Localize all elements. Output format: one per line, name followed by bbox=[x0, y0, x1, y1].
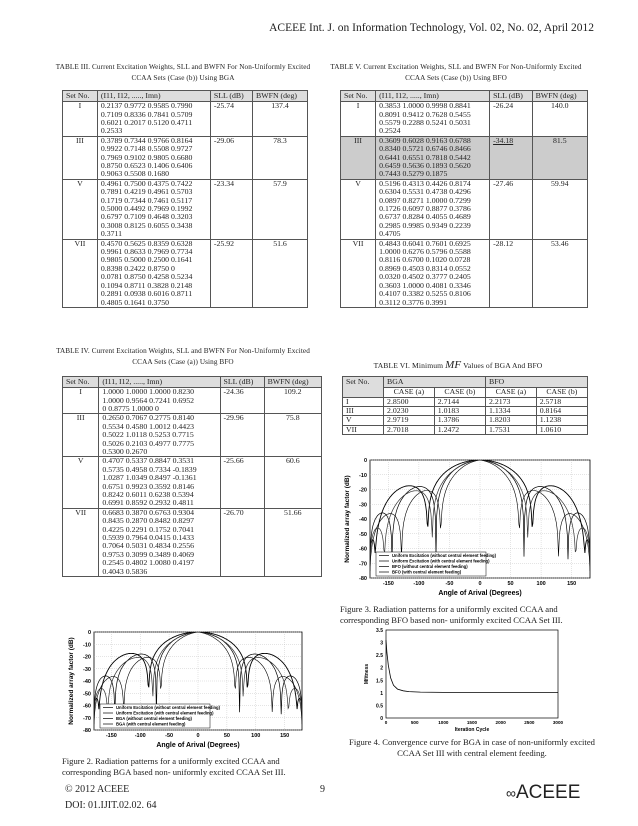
set-no-cell: I bbox=[63, 102, 98, 137]
table6-header-cell: BFO bbox=[486, 377, 588, 388]
legend-entry: Uniform Excitation (without central element feeding) bbox=[392, 553, 496, 558]
bwfn-cell: 109.2 bbox=[264, 388, 321, 414]
table-row bbox=[341, 102, 588, 137]
table-header-cell: BWFN (deg) bbox=[253, 91, 308, 102]
x-axis-label: Iteration Cycle bbox=[454, 727, 490, 733]
mf-value-cell: 1.7531 bbox=[486, 425, 537, 434]
set-no-cell: III bbox=[63, 414, 99, 457]
aceee-logo-text: ACEEE bbox=[515, 782, 581, 803]
plot-area bbox=[386, 630, 558, 718]
weights-line: 0.5026 0.2103 0.4977 0.7775 bbox=[102, 438, 195, 448]
set-no-cell: I bbox=[341, 102, 376, 137]
figure-3-caption: Figure 3. Radiation patterns for a uniformly excited CCAA and corresponding BFO based non- uniformly excited CCAA Set III. bbox=[340, 604, 563, 626]
y-tick-label: 0 bbox=[380, 716, 383, 722]
sll-cell: -28.12 bbox=[490, 239, 533, 307]
y-tick-label: -40 bbox=[83, 679, 91, 685]
x-tick-label: 1000 bbox=[438, 720, 449, 725]
weights-line: 0.4225 0.2291 0.1752 0.7041 bbox=[102, 524, 195, 534]
mf-value-cell: 1.2472 bbox=[434, 425, 485, 434]
bwfn-cell: 81.5 bbox=[532, 136, 587, 179]
y-tick-label: 2 bbox=[380, 665, 383, 672]
x-axis-label: Angle of Arival (Degrees) bbox=[156, 742, 240, 749]
legend-entry: BGA (with central element feeding) bbox=[116, 721, 186, 727]
weights-line: 1.0000 1.0000 1.0000 0.8230 bbox=[102, 387, 195, 397]
weights-line: 0.7443 0.5279 0.1875 bbox=[379, 169, 448, 179]
table-row bbox=[63, 102, 308, 137]
legend-entry: BFO (with central element feeding) bbox=[392, 569, 462, 575]
weights-line: 0.8242 0.6011 0.6238 0.5394 bbox=[102, 490, 194, 500]
y-tick-label: -70 bbox=[83, 715, 91, 722]
weights-line: 1.0287 1.0349 0.8497 -0.1361 bbox=[102, 473, 197, 483]
set-no-cell: III bbox=[343, 406, 384, 415]
mf-value-cell: 1.0610 bbox=[536, 425, 587, 434]
x-tick-label: 0 bbox=[196, 733, 200, 739]
figure-4-chart bbox=[356, 624, 564, 736]
weights-cell bbox=[99, 388, 220, 414]
table5-caption: TABLE V. Current Excitation Weights, SLL and BWFN For Non-Uniformly Excited CCAA Sets (Case (b)) Using BFO bbox=[330, 63, 582, 82]
table-row bbox=[63, 414, 322, 457]
weights-line: 0.5000 0.4492 0.7969 0.1992 bbox=[100, 204, 193, 214]
mf-value-cell: 2.9719 bbox=[384, 416, 435, 425]
bwfn-cell: 53.46 bbox=[532, 239, 587, 307]
table-header-row bbox=[63, 91, 308, 102]
legend-entry: Uniform Excitation (without central element feeding) bbox=[116, 705, 220, 710]
sll-cell: -25.66 bbox=[220, 457, 264, 508]
x-tick-label: 3000 bbox=[552, 720, 564, 725]
table-4 bbox=[62, 376, 322, 577]
weights-line: 0.7064 0.5031 0.4834 0.2556 bbox=[102, 541, 195, 551]
weights-line: 0.6797 0.7109 0.4648 0.3203 bbox=[100, 212, 193, 222]
set-no-cell: III bbox=[63, 136, 98, 179]
x-tick-label: 0 bbox=[478, 581, 482, 587]
table6-subheader-cell: CASE (a) bbox=[384, 388, 435, 397]
weights-line: 0.2137 0.9772 0.9585 0.7990 bbox=[100, 101, 193, 111]
weights-line: 0.6459 0.5636 0.1893 0.5620 bbox=[379, 161, 471, 171]
table6-header-cell: BGA bbox=[384, 377, 486, 388]
table-header-cell: SLL (dB) bbox=[210, 91, 252, 102]
y-tick-label: -50 bbox=[83, 691, 91, 698]
sll-cell: -27.46 bbox=[490, 179, 533, 239]
set-no-cell: VII bbox=[343, 425, 384, 434]
y-tick-label: 3 bbox=[380, 640, 383, 647]
sll-cell: -23.34 bbox=[210, 179, 252, 239]
legend-entry: Uniform Excitation (with central element feeding) bbox=[116, 710, 214, 716]
y-tick-label: -10 bbox=[83, 642, 91, 649]
weights-line: 0.8116 0.6700 0.1020 0.0728 bbox=[379, 255, 471, 265]
y-tick-label: 0.5 bbox=[376, 703, 383, 710]
footer-copyright: © 2012 ACEEE bbox=[65, 784, 130, 795]
weights-line: 0.9961 0.8633 0.7969 0.7734 bbox=[100, 247, 193, 257]
y-tick-label: -80 bbox=[83, 728, 91, 734]
weights-line: 1.0000 0.6276 0.5796 0.5588 bbox=[379, 247, 471, 257]
weights-line: 0.3008 0.8125 0.6055 0.3438 bbox=[100, 220, 193, 230]
journal-header: ACEEE Int. J. on Information Technology, Vol. 02, No. 02, April 2012 bbox=[269, 22, 594, 34]
set-no-cell: V bbox=[63, 179, 98, 239]
set-no-cell: VII bbox=[341, 239, 376, 307]
weights-cell bbox=[99, 457, 220, 508]
table6-caption bbox=[330, 357, 586, 374]
weights-cell bbox=[376, 179, 490, 239]
x-tick-label: -150 bbox=[382, 581, 394, 587]
weights-line: 0.5022 1.0118 0.5253 0.7715 bbox=[102, 430, 194, 440]
bwfn-cell: 60.6 bbox=[264, 457, 321, 508]
mf-value-cell: 2.2173 bbox=[486, 397, 537, 406]
figure-2-caption: Figure 2. Radiation patterns for a uniformly excited CCAA and corresponding BGA based non- uniformly excited CCAA Set III. bbox=[62, 756, 286, 778]
weights-line: 0.6991 0.8592 0.2932 0.4811 bbox=[102, 498, 194, 508]
mf-value-cell: 2.0230 bbox=[384, 406, 435, 415]
table6-subheader-cell: CASE (b) bbox=[536, 388, 587, 397]
table6-subheader-cell: CASE (a) bbox=[486, 388, 537, 397]
weights-line: 0.4805 0.1641 0.3750 bbox=[100, 297, 170, 307]
weights-line: 1.0000 0.9564 0.7241 0.6952 bbox=[102, 395, 195, 405]
weights-line: 0.1094 0.8711 0.3828 0.2148 bbox=[100, 280, 193, 290]
table-header-row bbox=[341, 91, 588, 102]
mf-value-cell: 1.3786 bbox=[434, 416, 485, 425]
aceee-logo bbox=[506, 782, 580, 804]
legend-entry: Uniform Excitation (with central element feeding) bbox=[392, 558, 490, 564]
weights-line: 0.3603 1.0000 0.4081 0.3346 bbox=[379, 280, 471, 290]
weights-line: 0.6737 0.8284 0.4055 0.4689 bbox=[379, 212, 471, 222]
table-5 bbox=[340, 90, 588, 308]
weights-line: 0.8435 0.2870 0.8482 0.8297 bbox=[102, 516, 195, 526]
weights-cell bbox=[376, 102, 490, 137]
y-tick-label: -10 bbox=[359, 472, 367, 479]
weights-line: 0.5735 0.4958 0.7334 -0.1839 bbox=[102, 464, 197, 474]
legend-entry: BFO (without central element feeding) bbox=[392, 564, 468, 569]
weights-line: 0.2533 bbox=[100, 126, 123, 136]
weights-line: 0.9063 0.5508 0.1680 bbox=[100, 169, 170, 179]
weights-line: 0.0897 0.8271 1.0000 0.7299 bbox=[379, 195, 471, 205]
weights-line: 0.8340 0.5721 0.6746 0.8466 bbox=[379, 144, 471, 154]
weights-line: 0.0781 0.8750 0.4258 0.5234 bbox=[100, 272, 193, 282]
set-no-cell: I bbox=[343, 397, 384, 406]
set-no-cell: I bbox=[63, 388, 99, 414]
weights-line: 0.2545 0.4802 1.0080 0.4197 bbox=[102, 558, 195, 568]
x-tick-label: -100 bbox=[413, 581, 425, 587]
weights-line: 0.2524 bbox=[379, 126, 401, 136]
weights-line: 0.6751 0.9923 0.3592 0.8146 bbox=[102, 481, 195, 491]
table-header-cell: BWFN (deg) bbox=[264, 377, 321, 388]
table-3 bbox=[62, 90, 308, 308]
table6-row bbox=[343, 416, 588, 425]
set-no-cell: VII bbox=[63, 508, 99, 576]
x-tick-label: 2000 bbox=[495, 720, 506, 725]
weights-line: 0.8398 0.2422 0.8750 0 bbox=[100, 263, 175, 273]
x-tick-label: -150 bbox=[105, 733, 117, 739]
y-tick-label: 0 bbox=[363, 458, 367, 464]
x-tick-label: 100 bbox=[536, 581, 546, 587]
set-no-cell: V bbox=[343, 416, 384, 425]
bwfn-cell: 75.8 bbox=[264, 414, 321, 457]
weights-line: 0.0320 0.4502 0.3777 0.2405 bbox=[379, 272, 471, 282]
table6-caption-mf: MF bbox=[445, 359, 462, 371]
weights-line: 0.3711 bbox=[100, 229, 122, 239]
weights-line: 0.5196 0.4313 0.4426 0.8174 bbox=[379, 178, 471, 188]
table-header-cell: (I11, I12, ....., Imn) bbox=[376, 91, 490, 102]
weights-line: 0 0.8775 1.0000 0 bbox=[102, 403, 159, 413]
y-tick-label: -70 bbox=[359, 561, 367, 568]
table-row bbox=[341, 179, 588, 239]
table6-header-cell: Set No. bbox=[343, 377, 384, 398]
sll-cell: -25.74 bbox=[210, 102, 252, 137]
x-tick-label: 1500 bbox=[466, 720, 478, 725]
table6-caption-post: Values of BGA And BFO bbox=[463, 361, 543, 370]
y-tick-label: 1 bbox=[380, 690, 383, 697]
weights-line: 0.1726 0.6097 0.8877 0.3786 bbox=[379, 204, 471, 214]
weights-line: 0.6304 0.5531 0.4738 0.4296 bbox=[379, 187, 471, 197]
table-row bbox=[63, 136, 308, 179]
weights-cell bbox=[97, 239, 210, 307]
x-tick-label: 150 bbox=[567, 581, 577, 587]
y-tick-label: -60 bbox=[83, 703, 91, 710]
mf-value-cell: 0.8164 bbox=[536, 406, 587, 415]
x-axis-label: Angle of Arival (Degrees) bbox=[438, 590, 522, 597]
weights-line: 0.9753 0.3099 0.3489 0.4069 bbox=[102, 549, 195, 559]
weights-line: 0.4043 0.5836 bbox=[102, 566, 148, 576]
table-header-cell: SLL (dB) bbox=[220, 377, 264, 388]
weights-line: 0.8969 0.4503 0.8314 0.0552 bbox=[379, 263, 471, 273]
bwfn-cell: 51.6 bbox=[253, 239, 308, 307]
bwfn-cell: 59.94 bbox=[532, 179, 587, 239]
mf-value-cell: 1.0183 bbox=[434, 406, 485, 415]
mf-value-cell: 2.5718 bbox=[536, 397, 587, 406]
sll-cell: -29.06 bbox=[210, 136, 252, 179]
y-tick-label: 0 bbox=[87, 630, 91, 636]
sll-cell: -26.24 bbox=[490, 102, 533, 137]
table-header-cell: (I11, I12, ....., Imn) bbox=[97, 91, 210, 102]
weights-cell bbox=[376, 239, 490, 307]
set-no-cell: VII bbox=[63, 239, 98, 307]
bwfn-cell: 57.9 bbox=[253, 179, 308, 239]
y-tick-label: 1.5 bbox=[376, 678, 383, 685]
mf-value-cell: 2.8500 bbox=[384, 397, 435, 406]
mf-value-cell: 1.8203 bbox=[486, 416, 537, 425]
bwfn-cell: 137.4 bbox=[253, 102, 308, 137]
x-tick-label: 2500 bbox=[524, 720, 535, 725]
weights-line: 0.2650 0.7067 0.2775 0.8140 bbox=[102, 413, 195, 423]
y-tick-label: -20 bbox=[83, 654, 91, 661]
weights-line: 0.3112 0.3776 0.3991 bbox=[379, 297, 448, 307]
weights-line: 0.8750 0.6523 0.1406 0.6406 bbox=[100, 161, 193, 171]
weights-line: 0.6441 0.6551 0.7818 0.5442 bbox=[379, 152, 471, 162]
table-row bbox=[63, 388, 322, 414]
x-tick-label: 500 bbox=[410, 720, 419, 725]
table6-row bbox=[343, 425, 588, 434]
x-tick-label: 150 bbox=[280, 733, 290, 739]
table-row bbox=[63, 179, 308, 239]
weights-line: 0.5300 0.2670 bbox=[102, 447, 148, 457]
table3-caption: TABLE III. Current Excitation Weights, SLL and BWFN For Non-Uniformly Excited CCAA Sets (Case (b)) Using BGA bbox=[55, 63, 311, 82]
weights-line: 0.7109 0.8336 0.7841 0.5709 bbox=[100, 109, 193, 119]
sll-cell: -29.96 bbox=[220, 414, 264, 457]
y-tick-label: -80 bbox=[359, 576, 367, 582]
footer-doi: DOI: 01.IJIT.02.02. 64 bbox=[65, 800, 157, 811]
set-no-cell: V bbox=[341, 179, 376, 239]
table-header-cell: BWFN (deg) bbox=[532, 91, 587, 102]
y-tick-label: -50 bbox=[359, 531, 367, 538]
table-header-cell: Set No. bbox=[63, 377, 99, 388]
y-tick-label: -20 bbox=[359, 487, 367, 494]
weights-cell bbox=[99, 508, 220, 576]
weights-line: 0.4107 0.3382 0.5255 0.8106 bbox=[379, 289, 471, 299]
table4-caption: TABLE IV. Current Excitation Weights, SLL and BWFN For Non-Uniformly Excited CCAA Sets (Case (a)) Using BFO bbox=[56, 347, 310, 366]
table-row bbox=[63, 457, 322, 508]
mf-value-cell: 1.1334 bbox=[486, 406, 537, 415]
weights-line: 0.5579 0.2288 0.5241 0.5031 bbox=[379, 117, 471, 127]
table-row bbox=[341, 239, 588, 307]
weights-line: 0.4705 bbox=[379, 229, 401, 239]
table-header-cell: (I11, I12, ....., Imn) bbox=[99, 377, 220, 388]
figure-2-chart bbox=[64, 624, 308, 752]
bwfn-cell: 78.3 bbox=[253, 136, 308, 179]
x-tick-label: 0 bbox=[384, 720, 388, 725]
mf-value-cell: 2.7144 bbox=[434, 397, 485, 406]
bwfn-cell: 140.0 bbox=[532, 102, 587, 137]
weights-line: 0.9922 0.7148 0.5508 0.9727 bbox=[100, 144, 193, 154]
table6-header-row bbox=[343, 377, 588, 388]
table-row bbox=[341, 136, 588, 179]
weights-line: 0.4843 0.6041 0.7601 0.6925 bbox=[379, 238, 471, 248]
table-6 bbox=[342, 376, 588, 435]
y-tick-label: -60 bbox=[359, 546, 367, 553]
y-axis-label: Normalized array factor (dB) bbox=[344, 475, 351, 563]
table-header-cell: Set No. bbox=[63, 91, 98, 102]
weights-line: 0.5939 0.7964 0.0415 0.1433 bbox=[102, 533, 195, 543]
weights-cell bbox=[99, 414, 220, 457]
mf-value-cell: 2.7018 bbox=[384, 425, 435, 434]
figure-4-caption: Figure 4. Convergence curve for BGA in case of non-uniformly excited CCAA Set III with central element feeding. bbox=[349, 737, 595, 759]
x-tick-label: -100 bbox=[134, 733, 146, 739]
weights-line: 0.8091 0.9412 0.7628 0.5455 bbox=[379, 109, 471, 119]
y-tick-label: 2.5 bbox=[376, 653, 383, 660]
sll-cell: -34.18 bbox=[490, 136, 533, 179]
y-tick-label: -30 bbox=[359, 502, 367, 509]
weights-line: 0.5534 0.4580 1.0012 0.4423 bbox=[102, 421, 195, 431]
x-tick-label: 50 bbox=[507, 581, 514, 587]
x-tick-label: 50 bbox=[223, 733, 230, 739]
x-tick-label: 100 bbox=[251, 733, 261, 739]
weights-line: 0.2891 0.0938 0.6016 0.8711 bbox=[100, 289, 193, 299]
table6-subheader-cell: CASE (b) bbox=[434, 388, 485, 397]
table6-caption-pre: TABLE VI. Minimum bbox=[373, 361, 444, 370]
weights-line: 0.4707 0.5337 0.8847 0.3531 bbox=[102, 456, 195, 466]
weights-line: 0.4961 0.7500 0.4375 0.7422 bbox=[100, 178, 193, 188]
sll-cell: -24.36 bbox=[220, 388, 264, 414]
weights-line: 0.6021 0.2017 0.5120 0.4711 bbox=[100, 117, 193, 127]
weights-line: 0.2985 0.9985 0.9349 0.2239 bbox=[379, 220, 471, 230]
weights-cell bbox=[376, 136, 490, 179]
y-axis-label: Normalized array factor (dB) bbox=[68, 637, 75, 725]
y-tick-label: -40 bbox=[359, 517, 367, 523]
set-no-cell: III bbox=[341, 136, 376, 179]
table-header-cell: SLL (dB) bbox=[490, 91, 533, 102]
weights-line: 0.7969 0.9102 0.9805 0.6680 bbox=[100, 152, 193, 162]
x-tick-label: -50 bbox=[165, 733, 174, 739]
sll-cell: -25.92 bbox=[210, 239, 252, 307]
weights-line: 0.1719 0.7344 0.7461 0.5117 bbox=[100, 195, 193, 205]
sll-cell: -26.70 bbox=[220, 508, 264, 576]
weights-line: 0.9805 0.5000 0.2500 0.1641 bbox=[100, 255, 193, 265]
weights-line: 0.7891 0.4219 0.4961 0.5703 bbox=[100, 187, 193, 197]
weights-line: 0.4570 0.5625 0.8359 0.6328 bbox=[100, 238, 193, 248]
set-no-cell: V bbox=[63, 457, 99, 508]
weights-cell bbox=[97, 136, 210, 179]
weights-line: 0.6683 0.3870 0.6763 0.9304 bbox=[102, 507, 195, 517]
bwfn-cell: 51.66 bbox=[264, 508, 321, 576]
weights-cell bbox=[97, 179, 210, 239]
weights-line: 0.3853 1.0000 0.9998 0.8841 bbox=[379, 101, 471, 111]
table-row bbox=[63, 508, 322, 576]
figure-3-chart bbox=[340, 452, 596, 600]
table-header-cell: Set No. bbox=[341, 91, 376, 102]
weights-line: 0.3789 0.7344 0.9766 0.8164 bbox=[100, 135, 193, 145]
table-header-row bbox=[63, 377, 322, 388]
table-row bbox=[63, 239, 308, 307]
y-tick-label: 3.5 bbox=[376, 628, 383, 634]
legend-entry: BGA (without central element feeding) bbox=[116, 716, 192, 721]
y-axis-label: Mfitness bbox=[364, 663, 370, 685]
x-tick-label: -50 bbox=[445, 581, 454, 587]
mf-value-cell: 1.1238 bbox=[536, 416, 587, 425]
page-number: 9 bbox=[320, 784, 325, 795]
aceee-logo-icon: ∞ bbox=[506, 785, 516, 801]
weights-cell bbox=[97, 102, 210, 137]
weights-line: 0.3609 0.6028 0.9163 0.6788 bbox=[379, 135, 471, 145]
y-tick-label: -30 bbox=[83, 666, 91, 673]
